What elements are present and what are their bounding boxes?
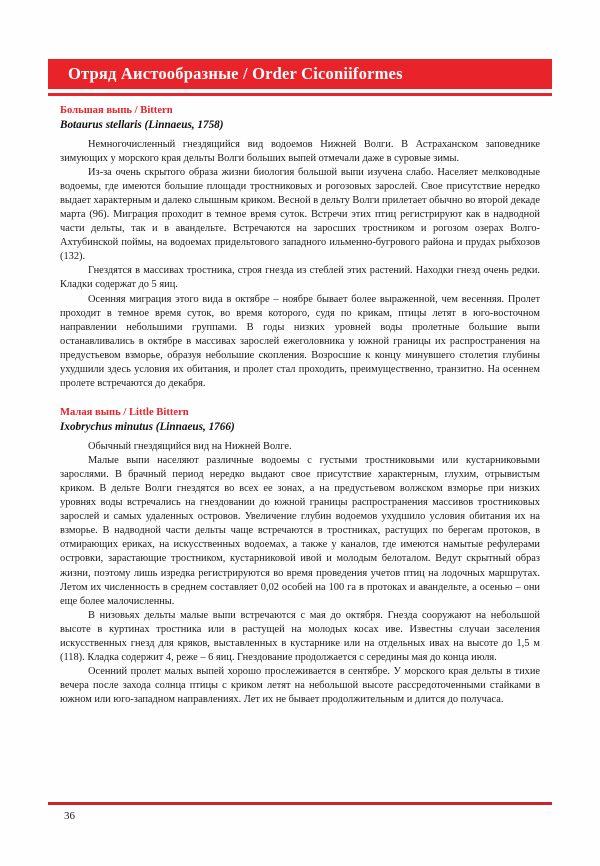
species-section-little-bittern — [60, 406, 540, 707]
paragraph: Обычный гнездящийся вид на Нижней Волге. — [88, 440, 292, 452]
paragraph: Осенний пролет малых выпей хорошо прослеживается в сентябре. У морского края дельты в тихие вечера после захода солнца птицы с криком летят на небольшой высоте рассредоточенными стайками в южном или юго-западном направлениях. Лет их не бывает продолжительным и длится до получаса. — [60, 666, 540, 706]
species-scientific-name: Botaurus stellaris (Linnaeus, 1758) — [60, 118, 224, 131]
page-number: 36 — [64, 810, 75, 822]
paragraph: Немногочисленный гнездящийся вид водоемов Нижней Волги. В Астраханском заповеднике зимующих у морского края дельты Волги больших выпей отмечали даже в суровые зимы. — [60, 138, 540, 164]
page-title: Отряд Аистообразные / Order Ciconiiformes — [68, 64, 403, 83]
document-content — [60, 104, 540, 707]
section-spacer — [60, 391, 540, 406]
species-common-name: Малая выпь / Little Bittern — [60, 407, 189, 419]
species-scientific-name: Ixobrychus minutus (Linnaeus, 1766) — [60, 420, 235, 433]
section-header-band — [48, 59, 552, 89]
paragraph: Из-за очень скрытого образа жизни биология большой выпи изучена слабо. Населяет мелководные водоемы, где имеются большие площади тростниковых и рогозовых зарослей. Свое присутствие нередко выдает характерным и далеко слышным криком. Весной в дельту Волги прилетает обычно во второй декаде марта (96). Миграция проходит в темное время суток. Встречи этих птиц регистрируют как в надводной части дельты, так и в авандельте. Встречаются на заросших тростником и рогозом озерах Волго-Ахтубинской поймы, на водоемах придельтового западного ильменно-бугрового района и прудах рыбхозов (132). — [60, 166, 540, 263]
paragraph: Осенняя миграция этого вида в октябре – ноябре бывает более выраженной, чем весенняя. Пролет проходит в темное время суток, во время которого, судя по крикам, птицы летят в юго-восточном направлении небольшими группами. В годы низких уровней воды пролетные большие выпи останавливались в октябре в массивах зарослей ежеголовника у южной границы их распространения на предустьевом взморье, образуя небольшие скопления. Возросшие к концу минувшего столетия глубины ухудшили здесь условия их обитания, и пролет стал проходить, преимущественно, транзитно. На осеннем пролете встречаются до декабря. — [60, 293, 540, 390]
species-section-bittern — [60, 104, 540, 391]
paragraph: В низовьях дельты малые выпи встречаются с мая до октября. Гнезда сооружают на небольшой высоте в куртинах тростника или в растущей на молодых косах иве. Известны случаи заселения искусственных гнезд для кряков, выставленных в кустарнике или на отдельных ивах на высоте до 1,5 м (118). Кладка содержит 4, реже – 6 яиц. Гнездование продолжается с середины мая до конца июля. — [60, 609, 540, 664]
paragraph: Малые выпи населяют различные водоемы с густыми тростниковыми или кустарниковыми зарослями. В брачный период нередко выдают свое присутствие характерным, глухим, отрывистым криком. В дельте Волги гнездятся во всех ее зонах, а на предустьевом волжском взморье при низких уровнях воды встречались на гнездовании до южной границы распространения массивов тростниковых зарослей и самых удаленных островов. Увеличение глубин водоемов ухудшило условия обитания их на взморье. В надводной части дельты чаще встречаются в тростниках, растущих по берегам протоков, в отмирающих ериках, на искусственных водоемах, а также у каналов, где имеются намытые рефулерами островки, зарастающие тростником, кустарниковой ивой и молодым белоталом. Ведут скрытный образ жизни, поэтому лишь изредка регистрируются во время проведения учетов птиц на лодочных маршрутах. Летом их численность в среднем составляет 0,02 особей на 100 га в протоках и авандельте, а осенью – они еще более малочисленны. — [60, 454, 540, 607]
paragraph: Гнездятся в массивах тростника, строя гнезда из стеблей этих растений. Находки гнезд очень редки. Кладки содержат до 5 яиц. — [60, 265, 540, 291]
species-common-name: Большая выпь / Bittern — [60, 105, 173, 116]
header-underline-rule — [48, 93, 552, 96]
footer-rule — [48, 802, 552, 805]
